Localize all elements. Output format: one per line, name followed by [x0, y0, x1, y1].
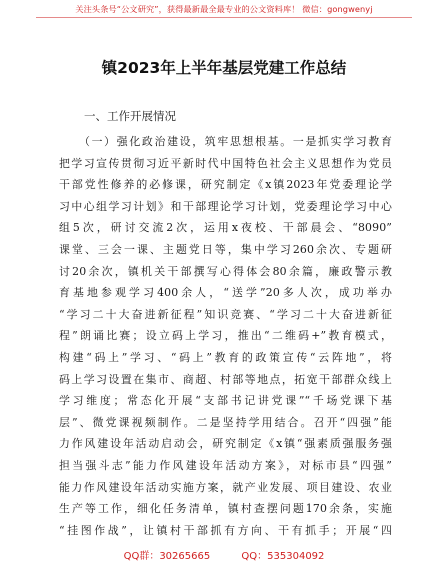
body-line: 干部党性修养的必修课，研究制定《x镇2023年党委理论学 — [59, 178, 392, 192]
document-body — [59, 131, 392, 541]
body-line: 程”朗诵比赛；设立码上学习，推出“二维码+”教育模式， — [59, 329, 392, 343]
banner-divider — [36, 17, 412, 18]
promo-banner: 关注头条号“公文研究”，获得最新最全最专业的公文资料库！ 微信：gongwenyj — [75, 4, 373, 14]
body-line: 育基地参观学习400余人，“送学”20多人次，成功举办 — [59, 286, 392, 300]
body-line: 能力作风建设年活动实施方案，就产业发展、项目建设、农业 — [59, 480, 392, 494]
qq-number: QQ：535304092 — [241, 551, 325, 562]
body-line: 习中心组学习计划》和干部理论学习计划，党委理论学习中心 — [59, 199, 392, 213]
body-line: 担当强斗志”能力作风建设年活动方案》，对标市县“四强” — [59, 458, 392, 472]
body-line: 层”、微党课视频制作。二是坚持学用结合。召开“四强”能 — [59, 415, 392, 429]
body-line: （一）强化政治建设，筑牢思想根基。一是抓实学习教育 — [79, 135, 392, 148]
body-line: 课堂、三会一课、主题党日等，集中学习260余次、专题研 — [59, 242, 392, 256]
body-line: “挂图作战”，让镇村干部抓有方向、干有抓手；开展“四 — [59, 523, 392, 537]
contact-footer — [0, 547, 448, 562]
body-line: 学习维度；常态化开展“支部书记讲党课”“千场党课下基 — [59, 394, 392, 408]
body-line: 构建“码上”学习、“码上”教育的政策宣传“云阵地”，将 — [59, 350, 392, 364]
qq-group-number: QQ群：30265665 — [123, 551, 211, 562]
body-line: 把学习宣传贯彻习近平新时代中国特色社会主义思想作为党员 — [59, 156, 392, 170]
section-heading: 一、工作开展情况 — [84, 109, 176, 123]
document-title: 镇2023年上半年基层党建工作总结 — [101, 59, 347, 77]
body-line: “学习二十大奋进新征程”知识竞赛、“学习二十大奋进新征 — [59, 307, 392, 321]
body-line: 讨20余次，镇机关干部撰写心得体会80余篇，廉政警示教 — [59, 264, 392, 278]
body-line: 码上学习设置在集市、商超、村部等地点，拓宽干部群众线上 — [59, 372, 392, 386]
body-line: 力作风建设年活动启动会，研究制定《x镇“强素质强服务强 — [59, 437, 392, 451]
body-line: 生产等工作，细化任务清单，镇村查摆问题170余条，实施 — [59, 502, 392, 516]
body-line: 组5次，研讨交流2次，运用x夜校、干部晨会、“8090” — [59, 221, 392, 235]
